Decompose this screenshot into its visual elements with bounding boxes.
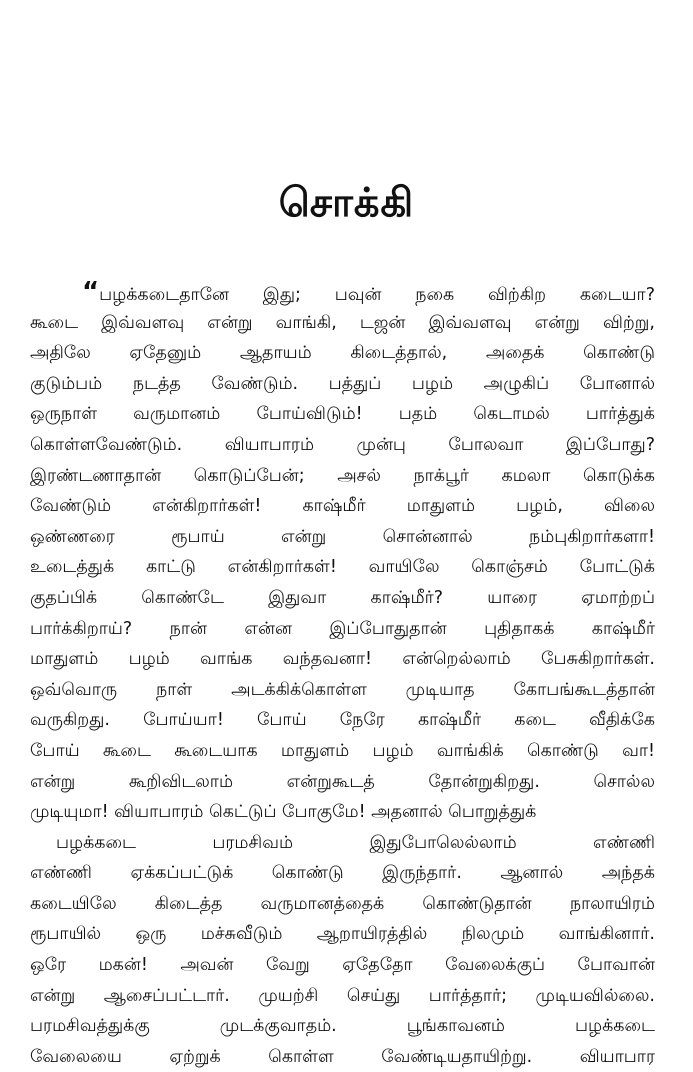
paragraph-line: வருகிறது. போய்யா! போய் நேரே காஷ்மீர் கடை வீதிக்கே — [30, 710, 655, 731]
paragraph-line: என்று ஆசைப்பட்டார். முயற்சி செய்து பார்த்தார்; முடியவில்லை. — [30, 985, 655, 1006]
paragraph-line: முடியுமா! வியாபாரம் கெட்டுப் போகுமே! அதனால் பொறுத்துக் — [30, 802, 537, 823]
paragraph-line: ஒவ்வொரு நாள் அடக்கிக்கொள்ள முடியாத கோபங்கூடத்தான் — [30, 679, 655, 700]
paragraph-line: எண்ணி ஏக்கப்பட்டுக் கொண்டு இருந்தார். ஆனால் அந்தக் — [30, 863, 655, 884]
paragraph-line: மாதுளம் பழம் வாங்க வந்தவனா! என்றெல்லாம் பேசுகிறார்கள். — [30, 649, 655, 670]
paragraph-line: ஒரே மகன்! அவன் வேறு ஏதேதோ வேலைக்குப் போவான் — [30, 955, 655, 976]
paragraph-line: போய் கூடை கூடையாக மாதுளம் பழம் வாங்கிக் கொண்டு வா! — [30, 740, 655, 761]
paragraph-1-line-1 — [30, 277, 655, 308]
chapter-body — [30, 277, 655, 1072]
chapter-title: சொக்கி — [278, 180, 415, 226]
opening-quote-mark: “ — [82, 277, 100, 307]
paragraph-line: ஒருநாள் வருமானம் போய்விடும்! பதம் கெடாமல் பார்த்துக் — [30, 404, 655, 425]
paragraph-line: இரண்டணாதான் கொடுப்பேன்; அசல் நாக்பூர் கமலா கொடுக்க — [30, 465, 655, 486]
paragraph-line: குதப்பிக் கொண்டே இதுவா காஷ்மீர்? யாரை ஏமாற்றப் — [30, 587, 655, 608]
paragraph-line: குடும்பம் நடத்த வேண்டும். பத்துப் பழம் அழுகிப் போனால் — [30, 373, 655, 394]
paragraph-1-first-line-text: பழக்கடைதானே இது; பவுன் நகை விற்கிற கடையா? — [99, 285, 655, 305]
paragraph-line: வேண்டும் என்கிறார்கள்! காஷ்மீர் மாதுளம் பழம், விலை — [30, 496, 655, 517]
paragraph-line: கடையிலே கிடைத்த வருமானத்தைக் கொண்டுதான் நாலாயிரம் — [30, 893, 655, 914]
paragraph-line: உடைத்துக் காட்டு என்கிறார்கள்! வாயிலே கொஞ்சம் போட்டுக் — [30, 557, 655, 578]
paragraph-1 — [30, 277, 655, 828]
paragraph-2 — [30, 828, 655, 1072]
paragraph-line: ஒண்ணரை ரூபாய் என்று சொன்னால் நம்புகிறார்களா! — [30, 526, 655, 547]
paragraph-line: அதிலே ஏதேனும் ஆதாயம் கிடைத்தால், அதைக் கொண்டு — [30, 343, 655, 364]
paragraph-line: பழக்கடை பரமசிவம் இதுபோலெல்லாம் எண்ணி — [56, 832, 655, 853]
paragraph-line: ரூபாயில் ஒரு மச்சுவீடும் ஆறாயிரத்தில் நிலமும் வாங்கினார். — [30, 924, 655, 945]
paragraph-line: என்று கூறிவிடலாம் என்றுகூடத் தோன்றுகிறது. சொல்ல — [30, 771, 655, 792]
paragraph-line: பரமசிவத்துக்கு முடக்குவாதம். பூங்காவனம் பழக்கடை — [30, 1016, 655, 1037]
paragraph-line: பார்க்கிறாய்? நான் என்ன இப்போதுதான் புதிதாகக் காஷ்மீர் — [30, 618, 655, 639]
paragraph-line: கொள்ளவேண்டும். வியாபாரம் முன்பு போலவா இப்போது? — [30, 434, 655, 455]
paragraph-line: வேலையை ஏற்றுக் கொள்ள வேண்டியதாயிற்று. வியாபார — [30, 1046, 655, 1067]
paragraph-line: கூடை இவ்வளவு என்று வாங்கி, டஜன் இவ்வளவு என்று விற்று, — [30, 312, 655, 333]
